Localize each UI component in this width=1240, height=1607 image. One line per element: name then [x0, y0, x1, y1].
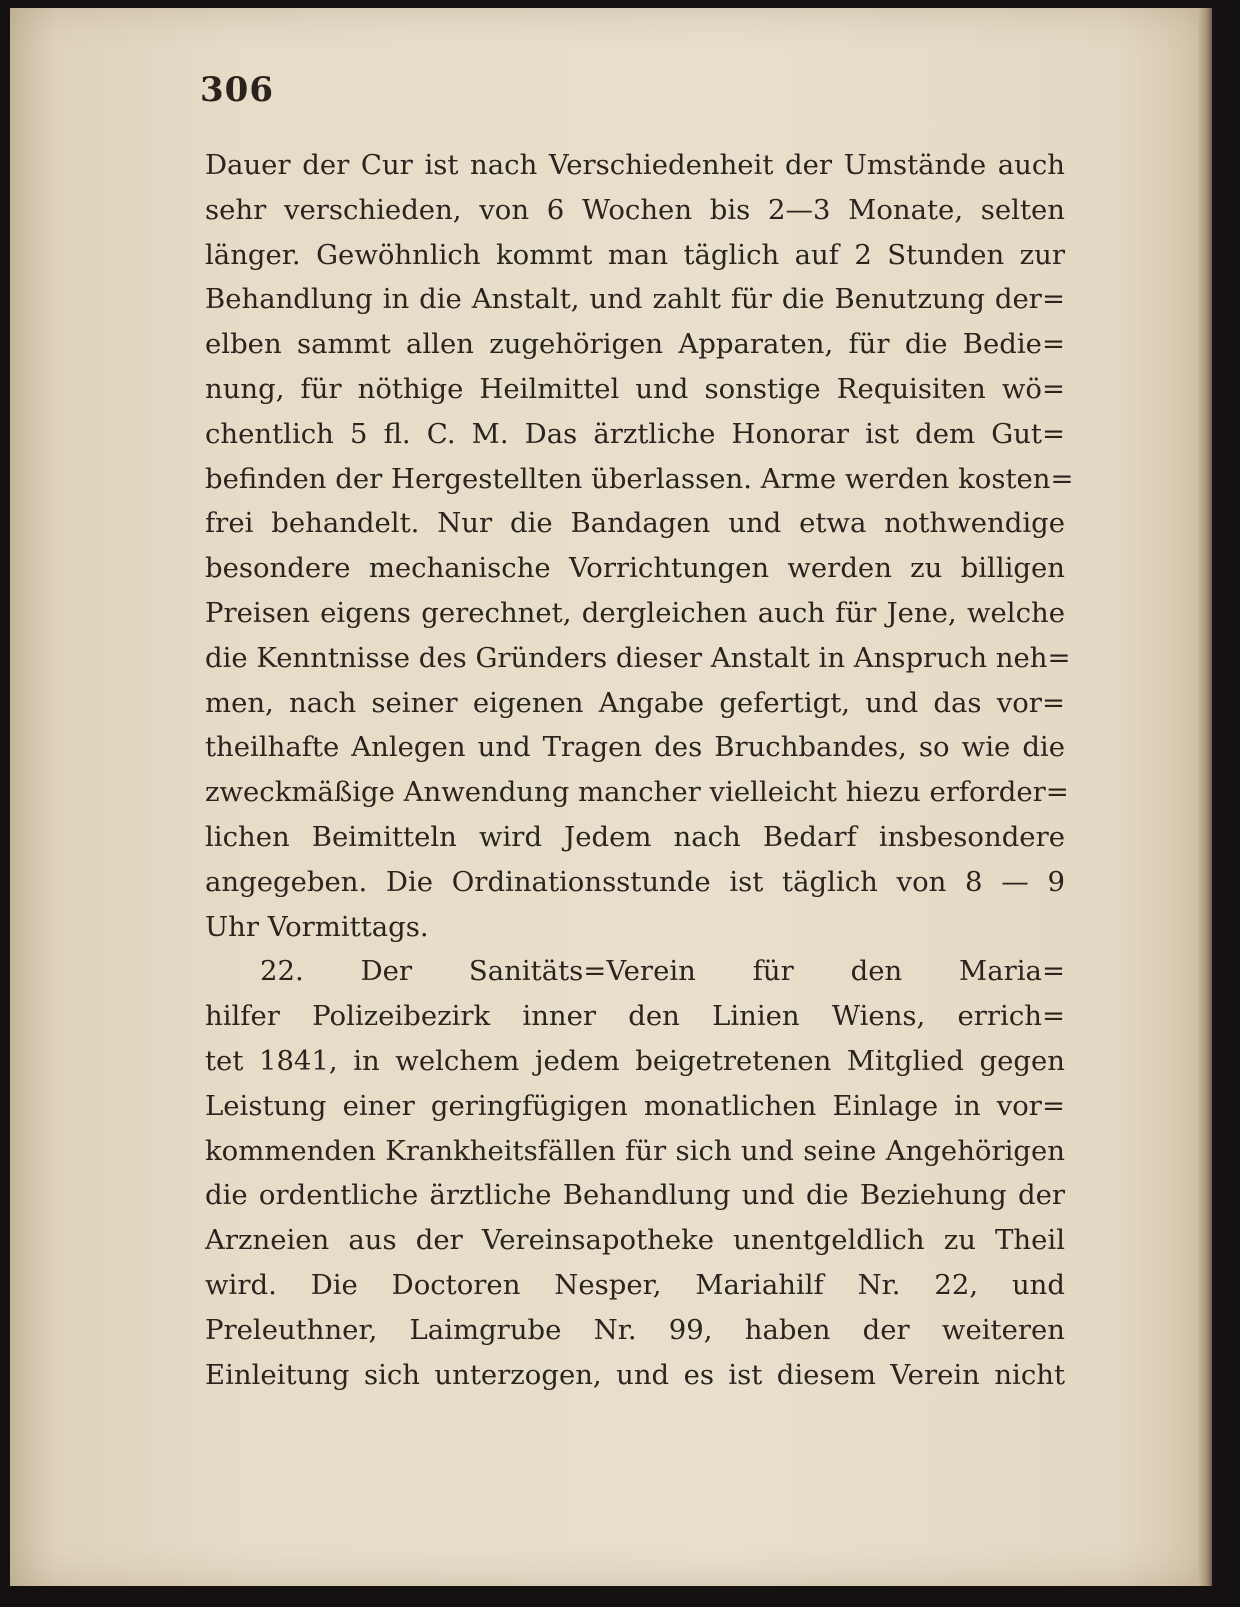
text-line: länger. Gewöhnlich kommt man täglich auf 2 Stunden zur: [205, 238, 1065, 271]
text-line: befinden der Hergestellten überlassen. Arme werden kosten=: [205, 462, 1074, 495]
page-number: 306: [200, 70, 274, 110]
text-line: men, nach seiner eigenen Angabe gefertigt, und das vor=: [205, 686, 1065, 719]
text-line: Uhr Vormittags.: [205, 910, 429, 943]
text-line: die ordentliche ärztliche Behandlung und die Beziehung der: [205, 1179, 1065, 1212]
section-heading-line: 22. Der Sanitäts=Verein für den Maria=: [260, 955, 1065, 988]
text-line: lichen Beimitteln wird Jedem nach Bedarf insbesondere: [205, 820, 1065, 853]
text-line: sehr verschieden, von 6 Wochen bis 2—3 Monate, selten: [205, 193, 1065, 226]
text-line: Leistung einer geringfügigen monatlichen Einlage in vor=: [205, 1089, 1065, 1122]
text-line: elben sammt allen zugehörigen Apparaten, für die Bedie=: [205, 328, 1065, 361]
page-edge: [1198, 8, 1212, 1586]
text-line: wird. Die Doctoren Nesper, Mariahilf Nr. 22, und: [205, 1268, 1065, 1301]
text-line: Behandlung in die Anstalt, und zahlt für die Benutzung der=: [205, 283, 1065, 316]
text-line: Preleuthner, Laimgrube Nr. 99, haben der weiteren: [205, 1313, 1065, 1346]
text-line: hilfer Polizeibezirk inner den Linien Wiens, errich=: [205, 1000, 1065, 1033]
text-line: nung, für nöthige Heilmittel und sonstige Requisiten wö=: [205, 372, 1065, 405]
text-line: Preisen eigens gerechnet, dergleichen auch für Jene, welche: [205, 596, 1065, 629]
text-line: die Kenntnisse des Gründers dieser Anstalt in Anspruch neh=: [205, 641, 1071, 674]
text-line: Einleitung sich unterzogen, und es ist diesem Verein nicht: [205, 1358, 1065, 1391]
text-line: angegeben. Die Ordinationsstunde ist täglich von 8 — 9: [205, 865, 1065, 898]
text-line: frei behandelt. Nur die Bandagen und etwa nothwendige: [205, 507, 1065, 540]
text-line: tet 1841, in welchem jedem beigetretenen Mitglied gegen: [205, 1044, 1065, 1077]
body-text: [205, 143, 1074, 1397]
text-line: chentlich 5 fl. C. M. Das ärztliche Honorar ist dem Gut=: [205, 417, 1065, 450]
text-line: besondere mechanische Vorrichtungen werden zu billigen: [205, 552, 1065, 585]
text-line: kommenden Krankheitsfällen für sich und seine Angehörigen: [205, 1134, 1065, 1167]
text-line: Arzneien aus der Vereinsapotheke unentgeldlich zu Theil: [205, 1224, 1065, 1257]
text-line: theilhafte Anlegen und Tragen des Bruchbandes, so wie die: [205, 731, 1065, 764]
text-line: Dauer der Cur ist nach Verschiedenheit der Umstände auch: [205, 149, 1065, 181]
text-line: zweckmäßige Anwendung mancher vielleicht hiezu erforder=: [205, 776, 1069, 809]
